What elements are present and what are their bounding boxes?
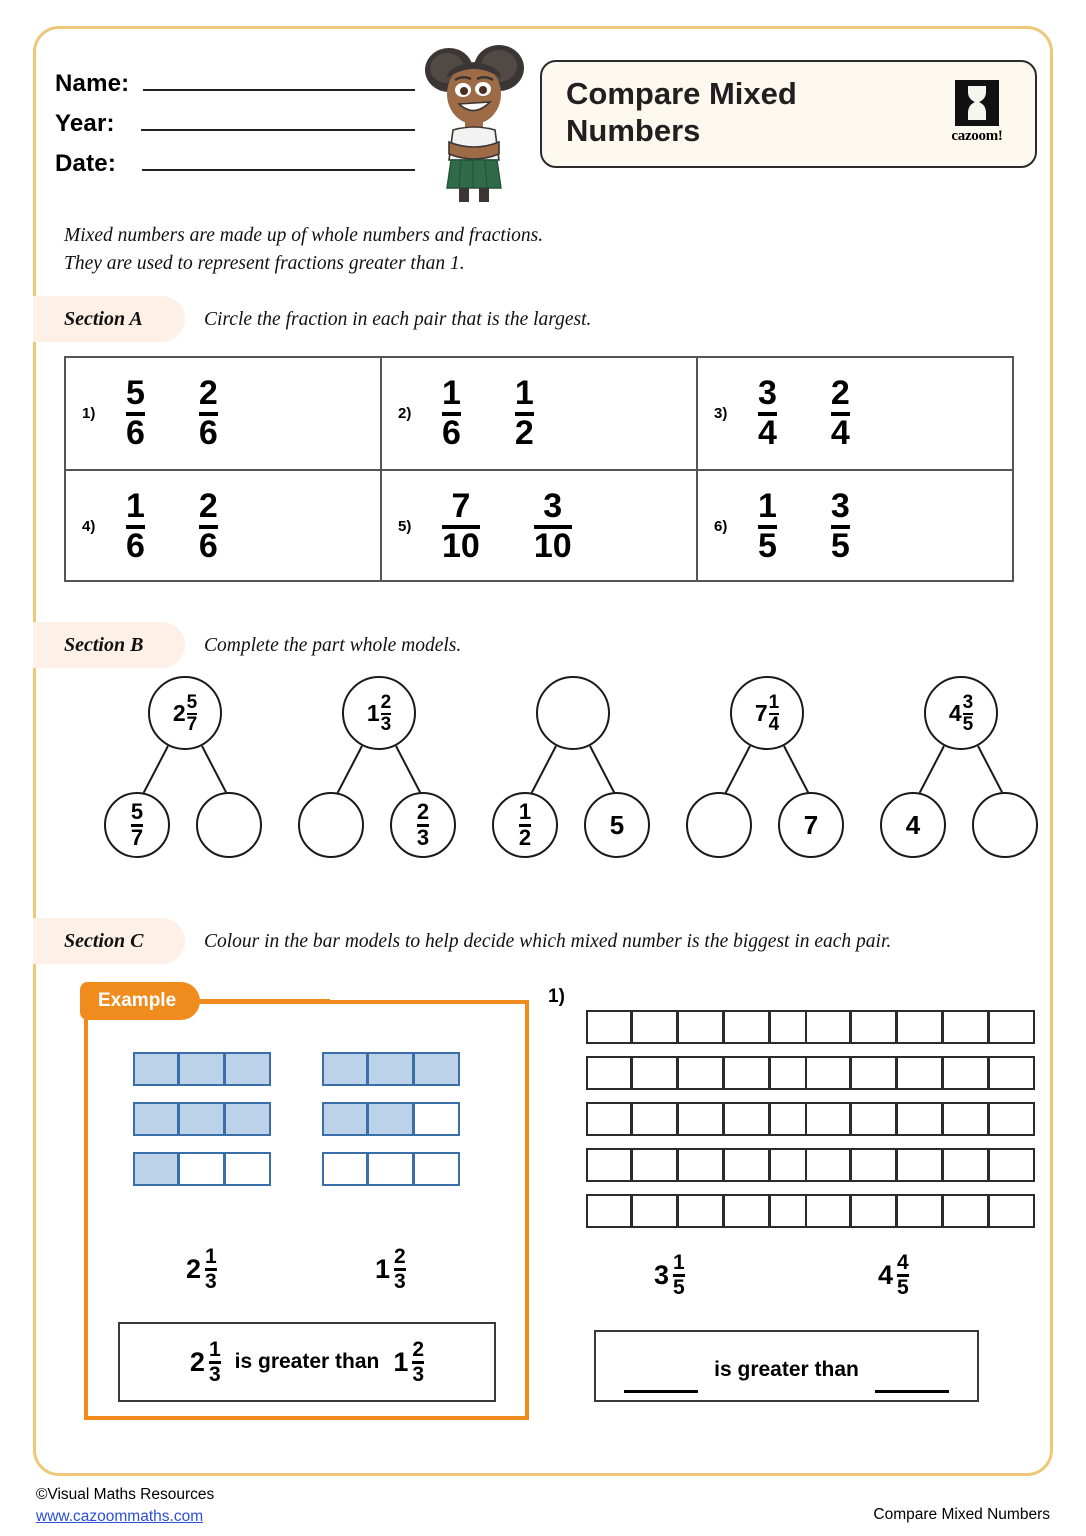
website-link[interactable]: www.cazoommaths.com [36, 1508, 204, 1526]
date-field-row [55, 138, 415, 178]
bar-cell-empty[interactable] [632, 1194, 678, 1228]
bar-cell-empty[interactable] [586, 1010, 632, 1044]
bar-cell-empty[interactable] [943, 1148, 989, 1182]
intro-line-2: They are used to represent fractions greater than 1. [64, 252, 465, 274]
title-line-2: Numbers [566, 112, 701, 148]
denominator: 5 [962, 713, 974, 735]
bar-model-row [322, 1152, 460, 1186]
bar-cell-empty[interactable] [678, 1056, 724, 1090]
part-circle-left[interactable] [880, 792, 946, 858]
whole-number: 5 [609, 809, 625, 840]
numerator: 1 [673, 1251, 685, 1274]
fraction-option-right[interactable] [830, 374, 850, 452]
numerator: 3 [962, 691, 974, 713]
denominator: 7 [186, 713, 198, 735]
footer-title: Compare Mixed Numbers [873, 1506, 1050, 1523]
numerator: 4 [897, 1251, 909, 1274]
numerator: 2 [394, 1245, 406, 1268]
bar-cell-empty[interactable] [724, 1010, 770, 1044]
hourglass-icon [955, 80, 999, 126]
denominator: 10 [442, 527, 480, 565]
bar-cell-empty[interactable] [805, 1056, 851, 1090]
bar-cell-empty[interactable] [586, 1148, 632, 1182]
bar-cell-empty[interactable] [724, 1102, 770, 1136]
copyright-text: ©Visual Maths Resources [36, 1486, 215, 1503]
bar-cell-empty[interactable] [897, 1194, 943, 1228]
year-input-line[interactable] [141, 128, 415, 131]
bar-cell-empty[interactable] [805, 1148, 851, 1182]
numerator: 1 [518, 799, 532, 824]
whole-circle[interactable] [148, 676, 222, 750]
question-number: 4) [82, 518, 96, 535]
section-b-instruction: Complete the part whole models. [204, 635, 462, 656]
denominator: 2 [518, 825, 532, 850]
fraction-option-left[interactable] [442, 487, 480, 565]
part-circle-right[interactable] [196, 792, 262, 858]
bar-cell-filled[interactable] [322, 1052, 368, 1086]
part-whole-model-5[interactable] [876, 676, 1066, 866]
intro-line-1: Mixed numbers are made up of whole numbers and fractions. [64, 225, 544, 246]
bar-cell-empty[interactable] [989, 1102, 1035, 1136]
answer-left-value [190, 1339, 221, 1385]
bar-cell-empty[interactable] [943, 1010, 989, 1044]
page-title [566, 76, 896, 149]
question-cell-1[interactable] [66, 358, 380, 469]
denominator: 5 [830, 527, 850, 565]
bar-cell-filled[interactable] [225, 1102, 271, 1136]
table-row [66, 358, 1012, 471]
denominator: 6 [126, 527, 145, 565]
bar-cell-empty[interactable] [897, 1056, 943, 1090]
answer-right-value [393, 1339, 424, 1385]
question-1-value-right [878, 1252, 909, 1298]
year-label: Year: [55, 110, 115, 137]
fraction-option-left[interactable] [758, 374, 777, 452]
date-label: Date: [55, 150, 117, 177]
fraction-option-right[interactable] [198, 374, 218, 452]
numerator: 2 [380, 691, 392, 713]
question-cell-6[interactable] [696, 471, 1012, 582]
question-cell-4[interactable] [66, 471, 380, 582]
bar-cell-empty[interactable] [805, 1102, 851, 1136]
answer-comparison-text: is greater than [234, 1350, 380, 1373]
numerator: 2 [830, 374, 850, 413]
denominator: 3 [380, 713, 392, 735]
bar-cell-empty[interactable] [724, 1194, 770, 1228]
question-number: 2) [398, 405, 412, 422]
bar-cell-filled[interactable] [225, 1052, 271, 1086]
part-circle-left[interactable] [492, 792, 558, 858]
part-circle-left[interactable] [298, 792, 364, 858]
bar-cell-empty[interactable] [632, 1148, 678, 1182]
denominator: 7 [130, 825, 144, 850]
question-number: 3) [714, 405, 728, 422]
part-whole-model-2[interactable] [294, 676, 484, 866]
bar-cell-empty[interactable] [678, 1010, 724, 1044]
bar-cell-empty[interactable] [943, 1194, 989, 1228]
mixed-number-value [173, 693, 197, 734]
whole-circle[interactable] [730, 676, 804, 750]
numerator: 2 [198, 487, 218, 526]
bar-cell-empty[interactable] [989, 1194, 1035, 1228]
name-field-row [55, 58, 415, 98]
bar-model-row [805, 1194, 1035, 1228]
part-circle-right[interactable] [584, 792, 650, 858]
part-circle-right[interactable] [778, 792, 844, 858]
whole-number: 1 [393, 1346, 409, 1377]
example-bar-model-left[interactable] [133, 1052, 271, 1202]
bar-model-row [586, 1102, 816, 1136]
denominator: 6 [198, 414, 218, 452]
bar-cell-filled[interactable] [322, 1102, 368, 1136]
bar-cell-empty[interactable] [989, 1056, 1035, 1090]
fraction-option-left[interactable] [126, 374, 145, 452]
question-cell-2[interactable] [380, 358, 696, 469]
denominator: 3 [412, 1363, 425, 1386]
section-c-label: Section C [64, 930, 144, 952]
bar-cell-empty[interactable] [586, 1194, 632, 1228]
bar-model-row [133, 1102, 271, 1136]
example-tab-connector [200, 999, 330, 1003]
bar-model-row [805, 1148, 1035, 1182]
bar-cell-filled[interactable] [179, 1102, 225, 1136]
section-a-instruction: Circle the fraction in each pair that is the largest. [204, 309, 592, 330]
bar-cell-filled[interactable] [133, 1152, 179, 1186]
fraction-option-left[interactable] [758, 487, 777, 565]
question-number: 6) [714, 518, 728, 535]
part-circle-left[interactable] [686, 792, 752, 858]
example-value-left [186, 1246, 217, 1292]
bar-cell-filled[interactable] [368, 1102, 414, 1136]
bar-cell-empty[interactable] [851, 1194, 897, 1228]
answer-blank-right[interactable] [875, 1390, 949, 1393]
answer-comparison-text: is greater than [714, 1358, 859, 1381]
denominator: 4 [758, 414, 777, 452]
question-1-bar-model-left[interactable] [586, 1010, 816, 1240]
numerator: 1 [758, 487, 777, 526]
whole-number: 1 [366, 699, 380, 726]
bar-cell-empty[interactable] [368, 1152, 414, 1186]
student-info-fields [55, 58, 415, 178]
section-a-label: Section A [64, 308, 143, 330]
question-1-value-left [654, 1252, 685, 1298]
whole-circle[interactable] [536, 676, 610, 750]
numerator: 1 [442, 374, 461, 413]
cazoom-logo [941, 80, 1013, 154]
bar-cell-empty[interactable] [632, 1102, 678, 1136]
bar-cell-empty[interactable] [678, 1102, 724, 1136]
denominator: 5 [758, 527, 777, 565]
bar-model-row [133, 1152, 271, 1186]
section-a-table [64, 356, 1014, 582]
bar-model-row [586, 1010, 816, 1044]
whole-number: 3 [654, 1259, 670, 1290]
part-whole-model-1[interactable] [100, 676, 290, 866]
bar-cell-empty[interactable] [724, 1056, 770, 1090]
numerator: 3 [543, 487, 563, 526]
bar-cell-empty[interactable] [989, 1010, 1035, 1044]
whole-number: 4 [948, 699, 962, 726]
denominator: 10 [533, 527, 572, 565]
table-row [66, 471, 1012, 582]
fraction-option-right[interactable] [830, 487, 850, 565]
bar-cell-empty[interactable] [851, 1102, 897, 1136]
bar-cell-empty[interactable] [724, 1148, 770, 1182]
bar-cell-empty[interactable] [586, 1102, 632, 1136]
bar-cell-empty[interactable] [897, 1148, 943, 1182]
denominator: 3 [416, 825, 430, 850]
numerator: 1 [768, 691, 780, 713]
part-whole-models [56, 676, 1036, 876]
fraction-value [519, 801, 531, 849]
example-bar-model-right[interactable] [322, 1052, 460, 1202]
bar-cell-filled[interactable] [414, 1052, 460, 1086]
bar-cell-empty[interactable] [225, 1152, 271, 1186]
bar-cell-filled[interactable] [133, 1102, 179, 1136]
denominator: 5 [673, 1276, 685, 1299]
bar-cell-empty[interactable] [989, 1148, 1035, 1182]
whole-number: 4 [905, 809, 921, 840]
part-circle-left[interactable] [104, 792, 170, 858]
part-circle-right[interactable] [390, 792, 456, 858]
denominator: 4 [830, 414, 850, 452]
numerator: 7 [451, 487, 471, 526]
bar-model-row [805, 1102, 1035, 1136]
bar-cell-empty[interactable] [678, 1148, 724, 1182]
intro-text [64, 222, 864, 277]
whole-number: 2 [189, 1346, 205, 1377]
bar-cell-empty[interactable] [897, 1010, 943, 1044]
bar-model-row [586, 1194, 816, 1228]
numerator: 2 [412, 1338, 425, 1361]
example-answer-box [118, 1322, 496, 1402]
bar-model-row [586, 1148, 816, 1182]
whole-circle[interactable] [342, 676, 416, 750]
whole-number: 1 [375, 1253, 391, 1284]
numerator: 3 [758, 374, 777, 413]
whole-number: 7 [803, 809, 819, 840]
fraction-option-left[interactable] [442, 374, 461, 452]
date-input-line[interactable] [142, 168, 415, 171]
bar-cell-empty[interactable] [851, 1148, 897, 1182]
worksheet-title-card [540, 60, 1037, 168]
bar-cell-empty[interactable] [897, 1102, 943, 1136]
mixed-number-value [755, 693, 779, 734]
question-1-number: 1) [548, 986, 565, 1007]
example-tab [80, 982, 200, 1020]
bar-cell-empty[interactable] [805, 1010, 851, 1044]
bar-cell-empty[interactable] [943, 1102, 989, 1136]
name-label: Name: [55, 70, 130, 97]
whole-number: 4 [878, 1259, 894, 1290]
question-number: 5) [398, 518, 412, 535]
denominator: 2 [514, 414, 534, 452]
numerator: 2 [416, 799, 430, 824]
whole-number: 2 [172, 699, 186, 726]
denominator: 3 [394, 1270, 406, 1293]
section-c-instruction: Colour in the bar models to help decide which mixed number is the biggest in each pair. [204, 931, 892, 952]
fraction-option-right[interactable] [514, 374, 534, 452]
part-whole-model-3[interactable] [488, 676, 678, 866]
numerator: 5 [126, 374, 145, 413]
name-input-line[interactable] [143, 88, 415, 91]
question-cell-3[interactable] [696, 358, 1012, 469]
bar-model-row [133, 1052, 271, 1086]
fraction-option-right[interactable] [198, 487, 218, 565]
denominator: 4 [768, 713, 780, 735]
example-tab-label: Example [98, 990, 177, 1011]
question-1-answer-box[interactable] [594, 1330, 979, 1402]
bar-cell-empty[interactable] [851, 1056, 897, 1090]
numerator: 3 [830, 487, 850, 526]
numerator: 1 [208, 1338, 221, 1361]
whole-circle[interactable] [924, 676, 998, 750]
numerator: 5 [186, 691, 198, 713]
denominator: 3 [208, 1363, 221, 1386]
bar-model-row [322, 1102, 460, 1136]
bar-cell-empty[interactable] [586, 1056, 632, 1090]
bar-cell-empty[interactable] [632, 1010, 678, 1044]
title-line-1: Compare Mixed [566, 76, 797, 111]
bar-cell-empty[interactable] [805, 1194, 851, 1228]
bar-cell-filled[interactable] [368, 1052, 414, 1086]
answer-blank-left[interactable] [624, 1390, 698, 1393]
worksheet-header [55, 50, 1035, 200]
mixed-number-value [949, 693, 973, 734]
fraction-value [417, 801, 429, 849]
bar-model-row [805, 1056, 1035, 1090]
denominator: 6 [442, 414, 461, 452]
bar-cell-empty[interactable] [851, 1010, 897, 1044]
numerator: 2 [198, 374, 218, 413]
bar-model-row [586, 1056, 816, 1090]
whole-number: 7 [754, 699, 768, 726]
whole-number: 2 [186, 1253, 202, 1284]
fraction-value [131, 801, 143, 849]
question-number: 1) [82, 405, 96, 422]
logo-wordmark: cazoom! [951, 128, 1003, 144]
fraction-option-left[interactable] [126, 487, 145, 565]
bar-cell-empty[interactable] [943, 1056, 989, 1090]
numerator: 1 [126, 487, 145, 526]
student-mascot-icon [413, 42, 533, 202]
part-whole-model-4[interactable] [682, 676, 872, 866]
year-field-row [55, 98, 415, 138]
numerator: 1 [205, 1245, 217, 1268]
bar-model-row [805, 1010, 1035, 1044]
mixed-number-value [367, 693, 391, 734]
section-b-label: Section B [64, 634, 144, 656]
fraction-option-right[interactable] [533, 487, 572, 565]
part-circle-right[interactable] [972, 792, 1038, 858]
question-cell-5[interactable] [380, 471, 696, 582]
bar-cell-empty[interactable] [632, 1056, 678, 1090]
bar-cell-empty[interactable] [414, 1102, 460, 1136]
numerator: 5 [130, 799, 144, 824]
denominator: 5 [897, 1276, 909, 1299]
numerator: 1 [514, 374, 534, 413]
denominator: 3 [205, 1270, 217, 1293]
question-1-bar-model-right[interactable] [805, 1010, 1035, 1240]
bar-cell-empty[interactable] [179, 1152, 225, 1186]
bar-cell-filled[interactable] [179, 1052, 225, 1086]
bar-cell-filled[interactable] [133, 1052, 179, 1086]
denominator: 6 [198, 527, 218, 565]
bar-cell-empty[interactable] [414, 1152, 460, 1186]
bar-model-row [322, 1052, 460, 1086]
bar-cell-empty[interactable] [678, 1194, 724, 1228]
bar-cell-empty[interactable] [322, 1152, 368, 1186]
example-value-right [375, 1246, 406, 1292]
denominator: 6 [126, 414, 145, 452]
